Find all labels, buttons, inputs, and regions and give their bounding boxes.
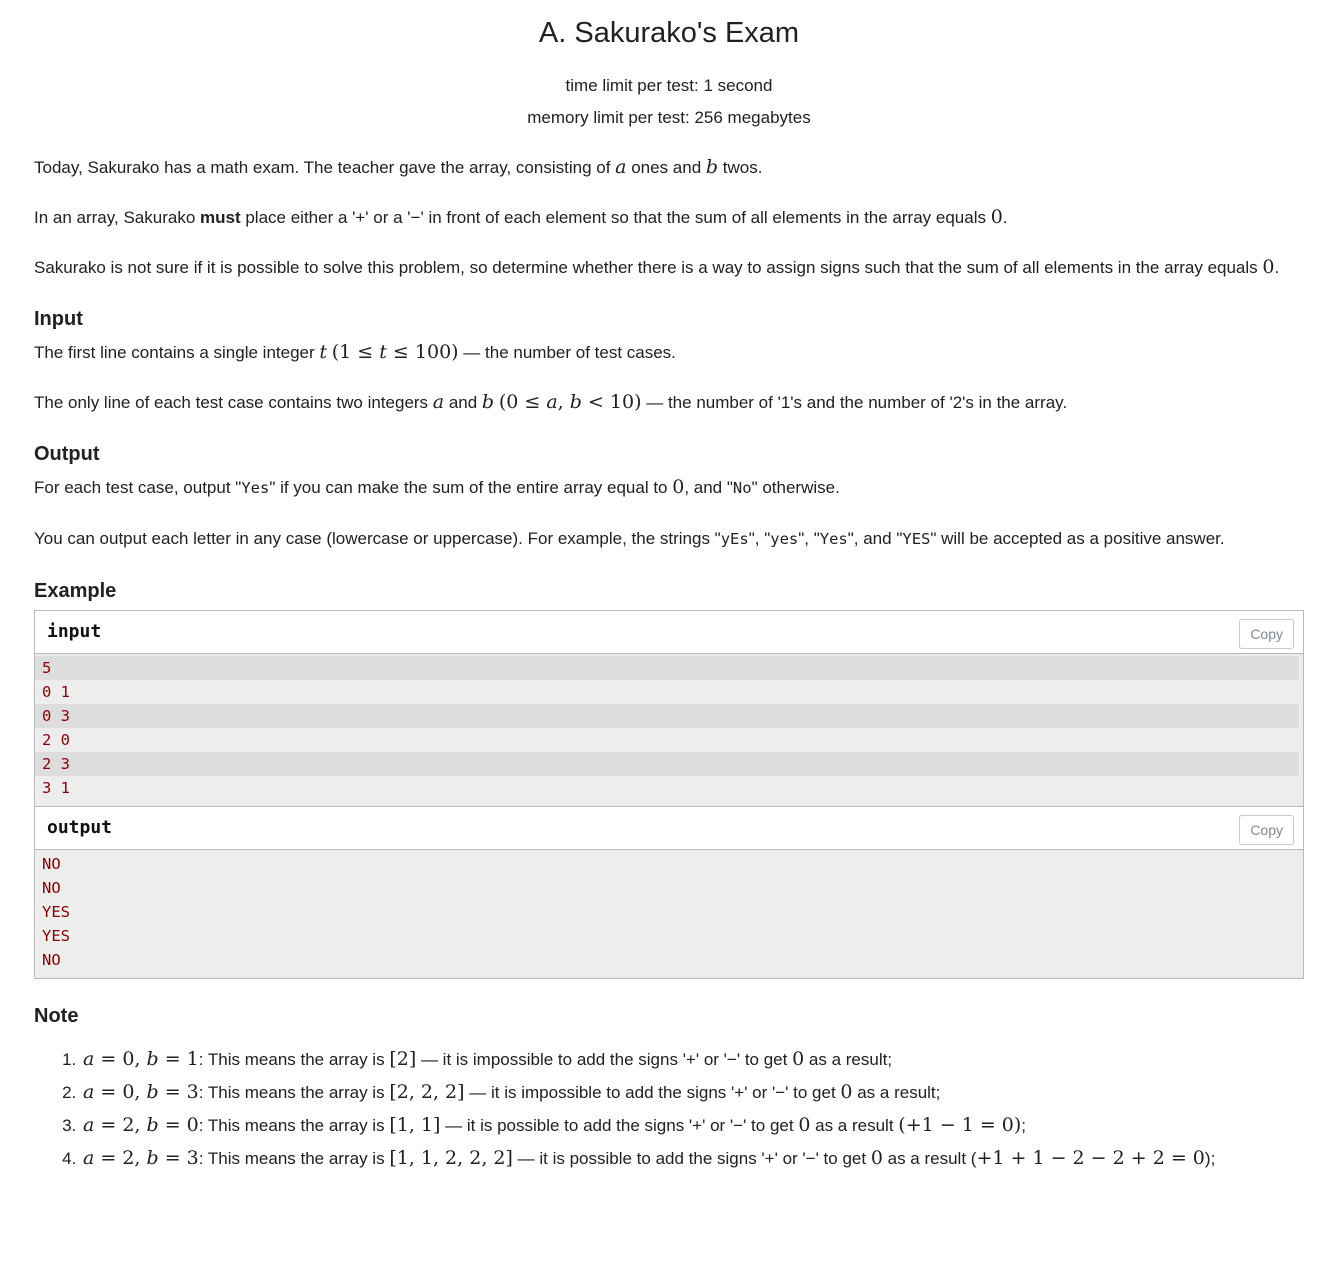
inline-code: Yes	[819, 530, 848, 548]
statement-paragraph-1: Today, Sakurako has a math exam. The teacher gave the array, consisting of a ones and b twos.	[34, 156, 763, 178]
math-text: a	[615, 156, 627, 178]
math-text: a	[546, 391, 558, 413]
math-text: b	[481, 391, 495, 413]
sample-line: 0 3	[35, 704, 1299, 728]
math-text: a	[83, 1114, 95, 1136]
note-heading: Note	[34, 1005, 79, 1027]
math-text: 0	[1262, 256, 1275, 278]
output-paragraph-2: You can output each letter in any case (lowercase or uppercase). For example, the strings "yEs", "yes", "Yes", and "YES" will be accepted as a positive answer.	[34, 529, 1225, 548]
output-heading: Output	[34, 443, 100, 465]
sample-input-section	[35, 611, 1303, 807]
math-text: b	[705, 156, 719, 178]
example-heading: Example	[34, 580, 117, 602]
time-limit: time limit per test: 1 second	[565, 76, 773, 95]
sample-input-data	[35, 654, 1303, 807]
math-text: (+1 − 1 = 0)	[898, 1114, 1022, 1136]
copy-output-button[interactable]: Copy	[1239, 815, 1294, 845]
math-text: a	[83, 1048, 95, 1070]
inline-code: Yes	[241, 479, 270, 497]
math-text: 0	[672, 476, 685, 498]
math-text: = 1	[158, 1048, 199, 1070]
input-paragraph-2: The only line of each test case contains two integers a and b (0 ≤ a, b < 10) — the number of '1's and the number of '2's in the array.	[34, 391, 1068, 413]
note-item-3: 3. a = 2, b = 0: This means the array is [1, 1] — it is possible to add the signs '+' or '−' to get 0 as a result (+1 − 1 = 0);	[81, 1109, 1304, 1142]
note-list	[34, 1043, 1304, 1175]
math-text: t	[379, 341, 387, 363]
sample-line: NO	[42, 879, 61, 897]
statement-paragraph-2: In an array, Sakurako must place either a '+' or a '−' in front of each element so that the sum of all elements in the array equals 0.	[34, 206, 1008, 228]
inline-code: No	[732, 479, 752, 497]
math-text: b	[146, 1114, 159, 1136]
sample-tests	[34, 610, 1304, 979]
bold-text: must	[200, 208, 241, 227]
math-text: ≤ 100)	[386, 341, 459, 363]
math-text: = 2,	[94, 1147, 147, 1169]
math-text: [1, 1]	[389, 1114, 441, 1136]
math-text: [1, 1, 2, 2, 2]	[389, 1147, 513, 1169]
sample-line: 2 3	[35, 752, 1299, 776]
input-paragraph-1: The first line contains a single integer t (1 ≤ t ≤ 100) — the number of test cases.	[34, 341, 676, 363]
math-text: (0 ≤	[498, 391, 547, 413]
sample-line: NO	[42, 855, 61, 873]
sample-line: YES	[42, 903, 70, 921]
sample-line: 3 1	[42, 779, 70, 797]
math-text: a	[83, 1081, 95, 1103]
note-item-1: 1. a = 0, b = 1: This means the array is [2] — it is impossible to add the signs '+' or '−' to get 0 as a result;	[81, 1043, 1304, 1076]
problem-title: A. Sakurako's Exam	[538, 17, 800, 49]
copy-input-button[interactable]: Copy	[1239, 619, 1294, 649]
math-text: a	[432, 391, 445, 413]
sample-line: 5	[35, 656, 1299, 680]
sample-input-label: input	[47, 621, 102, 642]
inline-code: yes	[770, 530, 799, 548]
math-text: = 0,	[94, 1081, 147, 1103]
statement-paragraph-3: Sakurako is not sure if it is possible to solve this problem, so determine whether there is a way to assign signs such that the sum of all elements in the array equals 0.	[34, 256, 1280, 278]
sample-input-header	[35, 611, 1303, 654]
sample-output-header	[35, 807, 1303, 850]
input-heading: Input	[34, 308, 83, 330]
math-text: 0	[840, 1081, 853, 1103]
sample-line: 0 1	[42, 683, 70, 701]
sample-output-label: output	[47, 817, 113, 838]
note-item-4: 4. a = 2, b = 3: This means the array is [1, 1, 2, 2, 2] — it is possible to add the signs '+' or '−' to get 0 as a result (​+1 + 1 − 2 − 2 + 2 = 0);	[81, 1142, 1304, 1175]
math-text: b	[146, 1147, 159, 1169]
math-text: b	[569, 391, 582, 413]
math-text: b	[146, 1048, 159, 1070]
sample-line: YES	[42, 927, 70, 945]
math-text: t	[319, 341, 328, 363]
math-text: 0	[798, 1114, 811, 1136]
math-text: a	[83, 1147, 95, 1169]
sample-line: 2 0	[42, 731, 70, 749]
problem-limits	[0, 70, 1338, 134]
math-text: [2, 2, 2]	[389, 1081, 465, 1103]
memory-limit: memory limit per test: 256 megabytes	[527, 108, 811, 127]
math-text: 0	[990, 206, 1003, 228]
math-text: = 3	[158, 1081, 199, 1103]
inline-code: yEs	[720, 530, 749, 548]
problem-header	[0, 0, 1338, 134]
sample-line: NO	[42, 951, 61, 969]
sample-output-section	[35, 807, 1303, 978]
math-text: 0	[870, 1147, 883, 1169]
math-text: = 0	[158, 1114, 199, 1136]
math-text: ​+1 + 1 − 2 − 2 + 2 = 0	[976, 1147, 1205, 1169]
math-text: = 2,	[94, 1114, 147, 1136]
sample-output-data	[35, 850, 1303, 978]
inline-code: YES	[902, 530, 931, 548]
math-text: b	[146, 1081, 159, 1103]
problem-statement	[0, 153, 1338, 1187]
math-text: (1 ≤	[331, 341, 380, 363]
output-paragraph-1: For each test case, output "Yes" if you can make the sum of the entire array equal to 0, and "No" otherwise.	[34, 476, 840, 498]
math-text: ,	[557, 391, 570, 413]
math-text: < 10)	[581, 391, 642, 413]
math-text: [2]	[389, 1048, 417, 1070]
math-text: 0	[792, 1048, 805, 1070]
math-text: = 3	[158, 1147, 199, 1169]
math-text: = 0,	[94, 1048, 147, 1070]
note-item-2: 2. a = 0, b = 3: This means the array is [2, 2, 2] — it is impossible to add the signs '+' or '−' to get 0 as a result;	[81, 1076, 1304, 1109]
